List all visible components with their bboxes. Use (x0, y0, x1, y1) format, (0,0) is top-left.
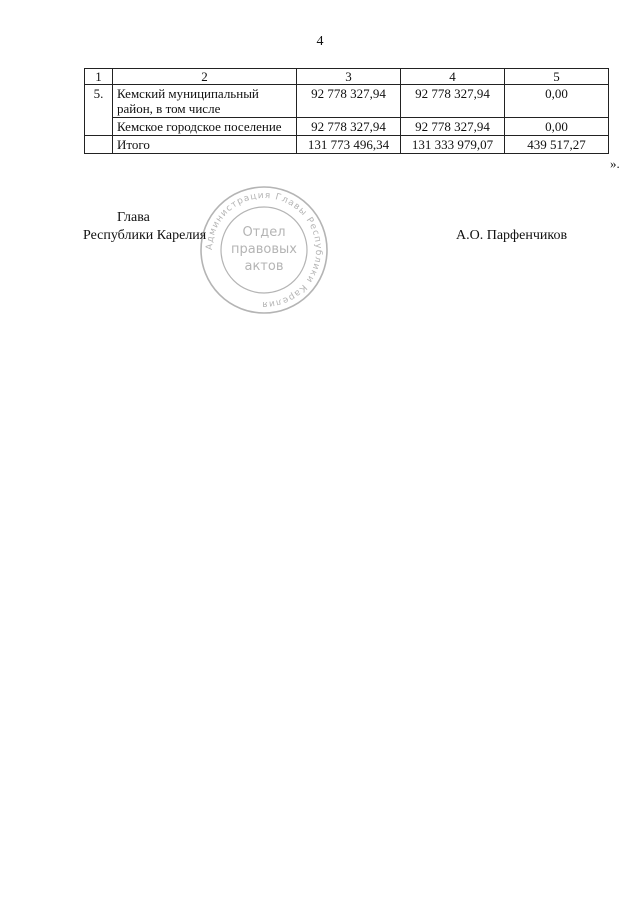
header-cell-4: 4 (401, 69, 505, 85)
data-table (84, 68, 609, 154)
row-index (85, 136, 113, 154)
stamp-center-line3: актов (244, 259, 284, 274)
stamp-center-line2: правовых (231, 242, 297, 257)
header-cell-3: 3 (297, 69, 401, 85)
stamp-center-line1: Отдел (242, 225, 286, 240)
table-row (85, 118, 609, 136)
header-cell-5: 5 (505, 69, 609, 85)
signatory-title-line1: Глава (117, 210, 150, 225)
row-col4: 131 333 979,07 (401, 136, 505, 154)
table-header-row (85, 69, 609, 85)
row-name: Итого (113, 136, 297, 154)
row-col5: 439 517,27 (505, 136, 609, 154)
stamp-seal-icon (198, 184, 330, 316)
stamp-ring-text: Администрация Главы Республики Карелия (204, 190, 324, 310)
row-col5: 0,00 (505, 85, 609, 118)
page-number: 4 (316, 34, 324, 49)
table-row-total (85, 136, 609, 154)
header-cell-2: 2 (113, 69, 297, 85)
signatory-name: А.О. Парфенчиков (456, 228, 568, 243)
row-col3: 92 778 327,94 (297, 85, 401, 118)
closing-quote-mark: ». (610, 156, 620, 171)
header-cell-1: 1 (85, 69, 113, 85)
row-index: 5. (85, 85, 113, 118)
row-index (85, 118, 113, 136)
row-name: Кемский муниципальный район, в том числе (113, 85, 297, 118)
row-col4: 92 778 327,94 (401, 85, 505, 118)
row-col3: 92 778 327,94 (297, 118, 401, 136)
row-col4: 92 778 327,94 (401, 118, 505, 136)
signatory-title-line2: Республики Карелия (83, 228, 207, 243)
row-col5: 0,00 (505, 118, 609, 136)
row-col3: 131 773 496,34 (297, 136, 401, 154)
table-row (85, 85, 609, 118)
row-name: Кемское городское поселение (113, 118, 297, 136)
